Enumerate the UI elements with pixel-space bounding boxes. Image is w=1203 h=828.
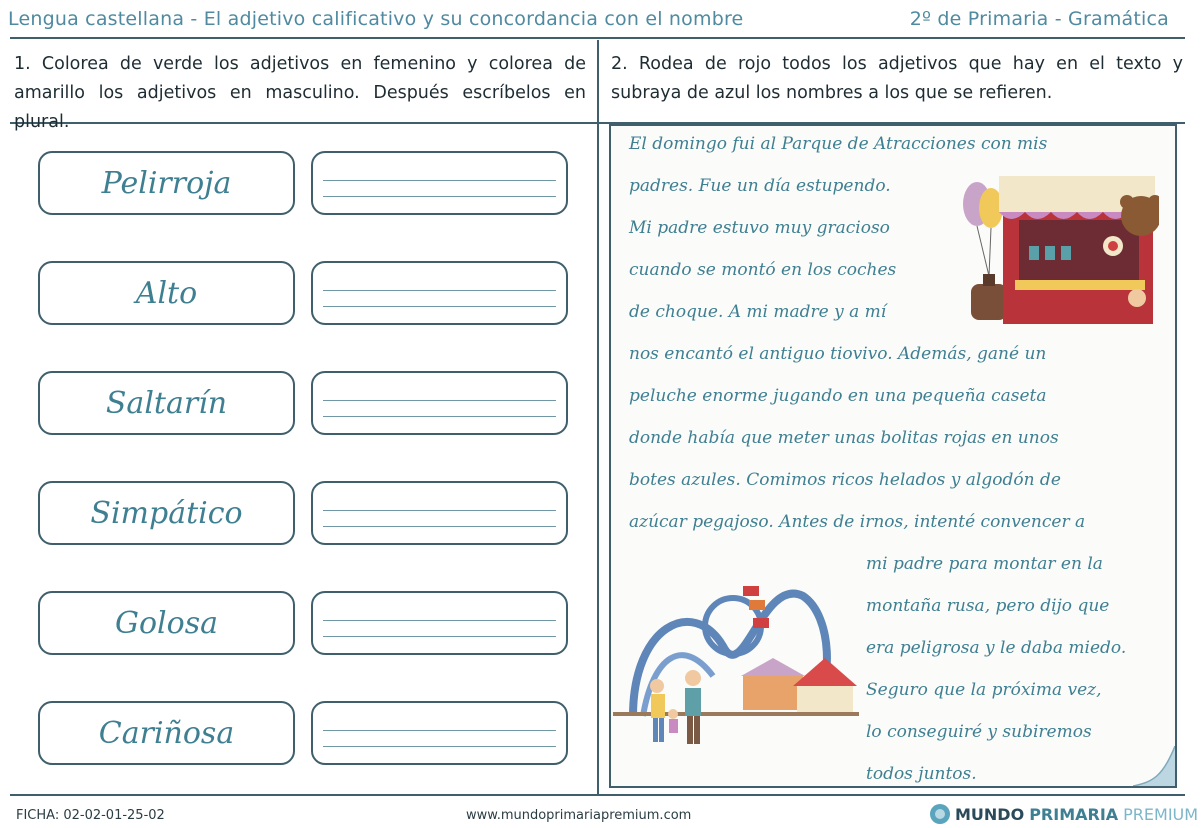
writing-line — [323, 746, 556, 747]
story-line[interactable]: todos juntos. — [866, 764, 977, 784]
story-line[interactable]: era peligrosa y le daba miedo. — [866, 638, 1127, 658]
header-divider — [10, 37, 1185, 39]
exercise-2-instruction: 2. Rodea de rojo todos los adjetivos que hay en el texto y subraya de azul los nombres a los que se refieren. — [611, 54, 1183, 103]
adjective-row — [38, 261, 568, 325]
globe-icon — [930, 804, 950, 824]
website-url[interactable]: www.mundoprimariapremium.com — [466, 808, 692, 823]
logo-text-premium: PREMIUM — [1123, 804, 1199, 824]
story-line[interactable]: montaña rusa, pero dijo que — [866, 596, 1110, 616]
story-line[interactable]: cuando se montó en los coches — [629, 260, 897, 280]
story-line[interactable]: mi padre para montar en la — [866, 554, 1103, 574]
writing-line — [323, 290, 556, 291]
story-line[interactable]: donde había que meter unas bolitas rojas en unos — [629, 428, 1059, 448]
exercise-1-instruction: 1. Colorea de verde los adjetivos en femenino y colorea de amarillo los adjetivos en masculino. Después escríbelos en plural. — [14, 54, 586, 132]
plural-answer-field[interactable] — [311, 481, 568, 545]
story-line[interactable]: azúcar pegajoso. Antes de irnos, intenté convencer a — [629, 512, 1086, 532]
logo-text-primaria: PRIMARIA — [1029, 804, 1119, 824]
adjective-word-box[interactable]: Simpático — [38, 481, 295, 545]
writing-line — [323, 620, 556, 621]
worksheet-title: Lengua castellana - El adjetivo calificativo y su concordancia con el nombre — [8, 8, 744, 30]
plural-answer-field[interactable] — [311, 261, 568, 325]
writing-line — [323, 526, 556, 527]
story-line[interactable]: Mi padre estuvo muy gracioso — [629, 218, 890, 238]
adjective-row — [38, 701, 568, 765]
adjective-word-box[interactable]: Alto — [38, 261, 295, 325]
writing-line — [323, 306, 556, 307]
plural-answer-field[interactable] — [311, 371, 568, 435]
writing-line — [323, 510, 556, 511]
writing-line — [323, 416, 556, 417]
writing-line — [323, 180, 556, 181]
adjective-row — [38, 481, 568, 545]
story-line[interactable]: peluche enorme jugando en una pequeña caseta — [629, 386, 1047, 406]
story-line[interactable]: Seguro que la próxima vez, — [866, 680, 1102, 700]
grade-subject: 2º de Primaria - Gramática — [909, 8, 1169, 30]
writing-line — [323, 196, 556, 197]
adjective-word-box[interactable]: Golosa — [38, 591, 295, 655]
logo-text-mundo: MUNDO — [955, 804, 1025, 824]
story-line[interactable]: lo conseguiré y subiremos — [866, 722, 1092, 742]
adjective-row — [38, 371, 568, 435]
writing-line — [323, 730, 556, 731]
adjective-word-box[interactable]: Cariñosa — [38, 701, 295, 765]
page-curl-decoration — [1133, 746, 1175, 786]
writing-line — [323, 400, 556, 401]
plural-answer-field[interactable] — [311, 701, 568, 765]
column-divider — [597, 40, 599, 796]
adjective-word-box[interactable]: Saltarín — [38, 371, 295, 435]
story-line[interactable]: botes azules. Comimos ricos helados y algodón de — [629, 470, 1061, 490]
story-line[interactable]: de choque. A mi madre y a mí — [629, 302, 887, 322]
story-line[interactable]: padres. Fue un día estupendo. — [629, 176, 891, 196]
brand-logo — [930, 804, 1198, 824]
fair-booth-illustration — [959, 156, 1159, 332]
writing-line — [323, 636, 556, 637]
adjective-word-box[interactable]: Pelirroja — [38, 151, 295, 215]
plural-answer-field[interactable] — [311, 591, 568, 655]
adjective-row — [38, 591, 568, 655]
worksheet-code: FICHA: 02-02-01-25-02 — [16, 808, 165, 823]
adjective-row — [38, 151, 568, 215]
story-line[interactable]: El domingo fui al Parque de Atracciones con mis — [629, 134, 1048, 154]
story-line[interactable]: nos encantó el antiguo tiovivo. Además, gané un — [629, 344, 1047, 364]
story-text-panel — [609, 124, 1177, 788]
roller-coaster-illustration — [613, 566, 859, 756]
plural-answer-field[interactable] — [311, 151, 568, 215]
